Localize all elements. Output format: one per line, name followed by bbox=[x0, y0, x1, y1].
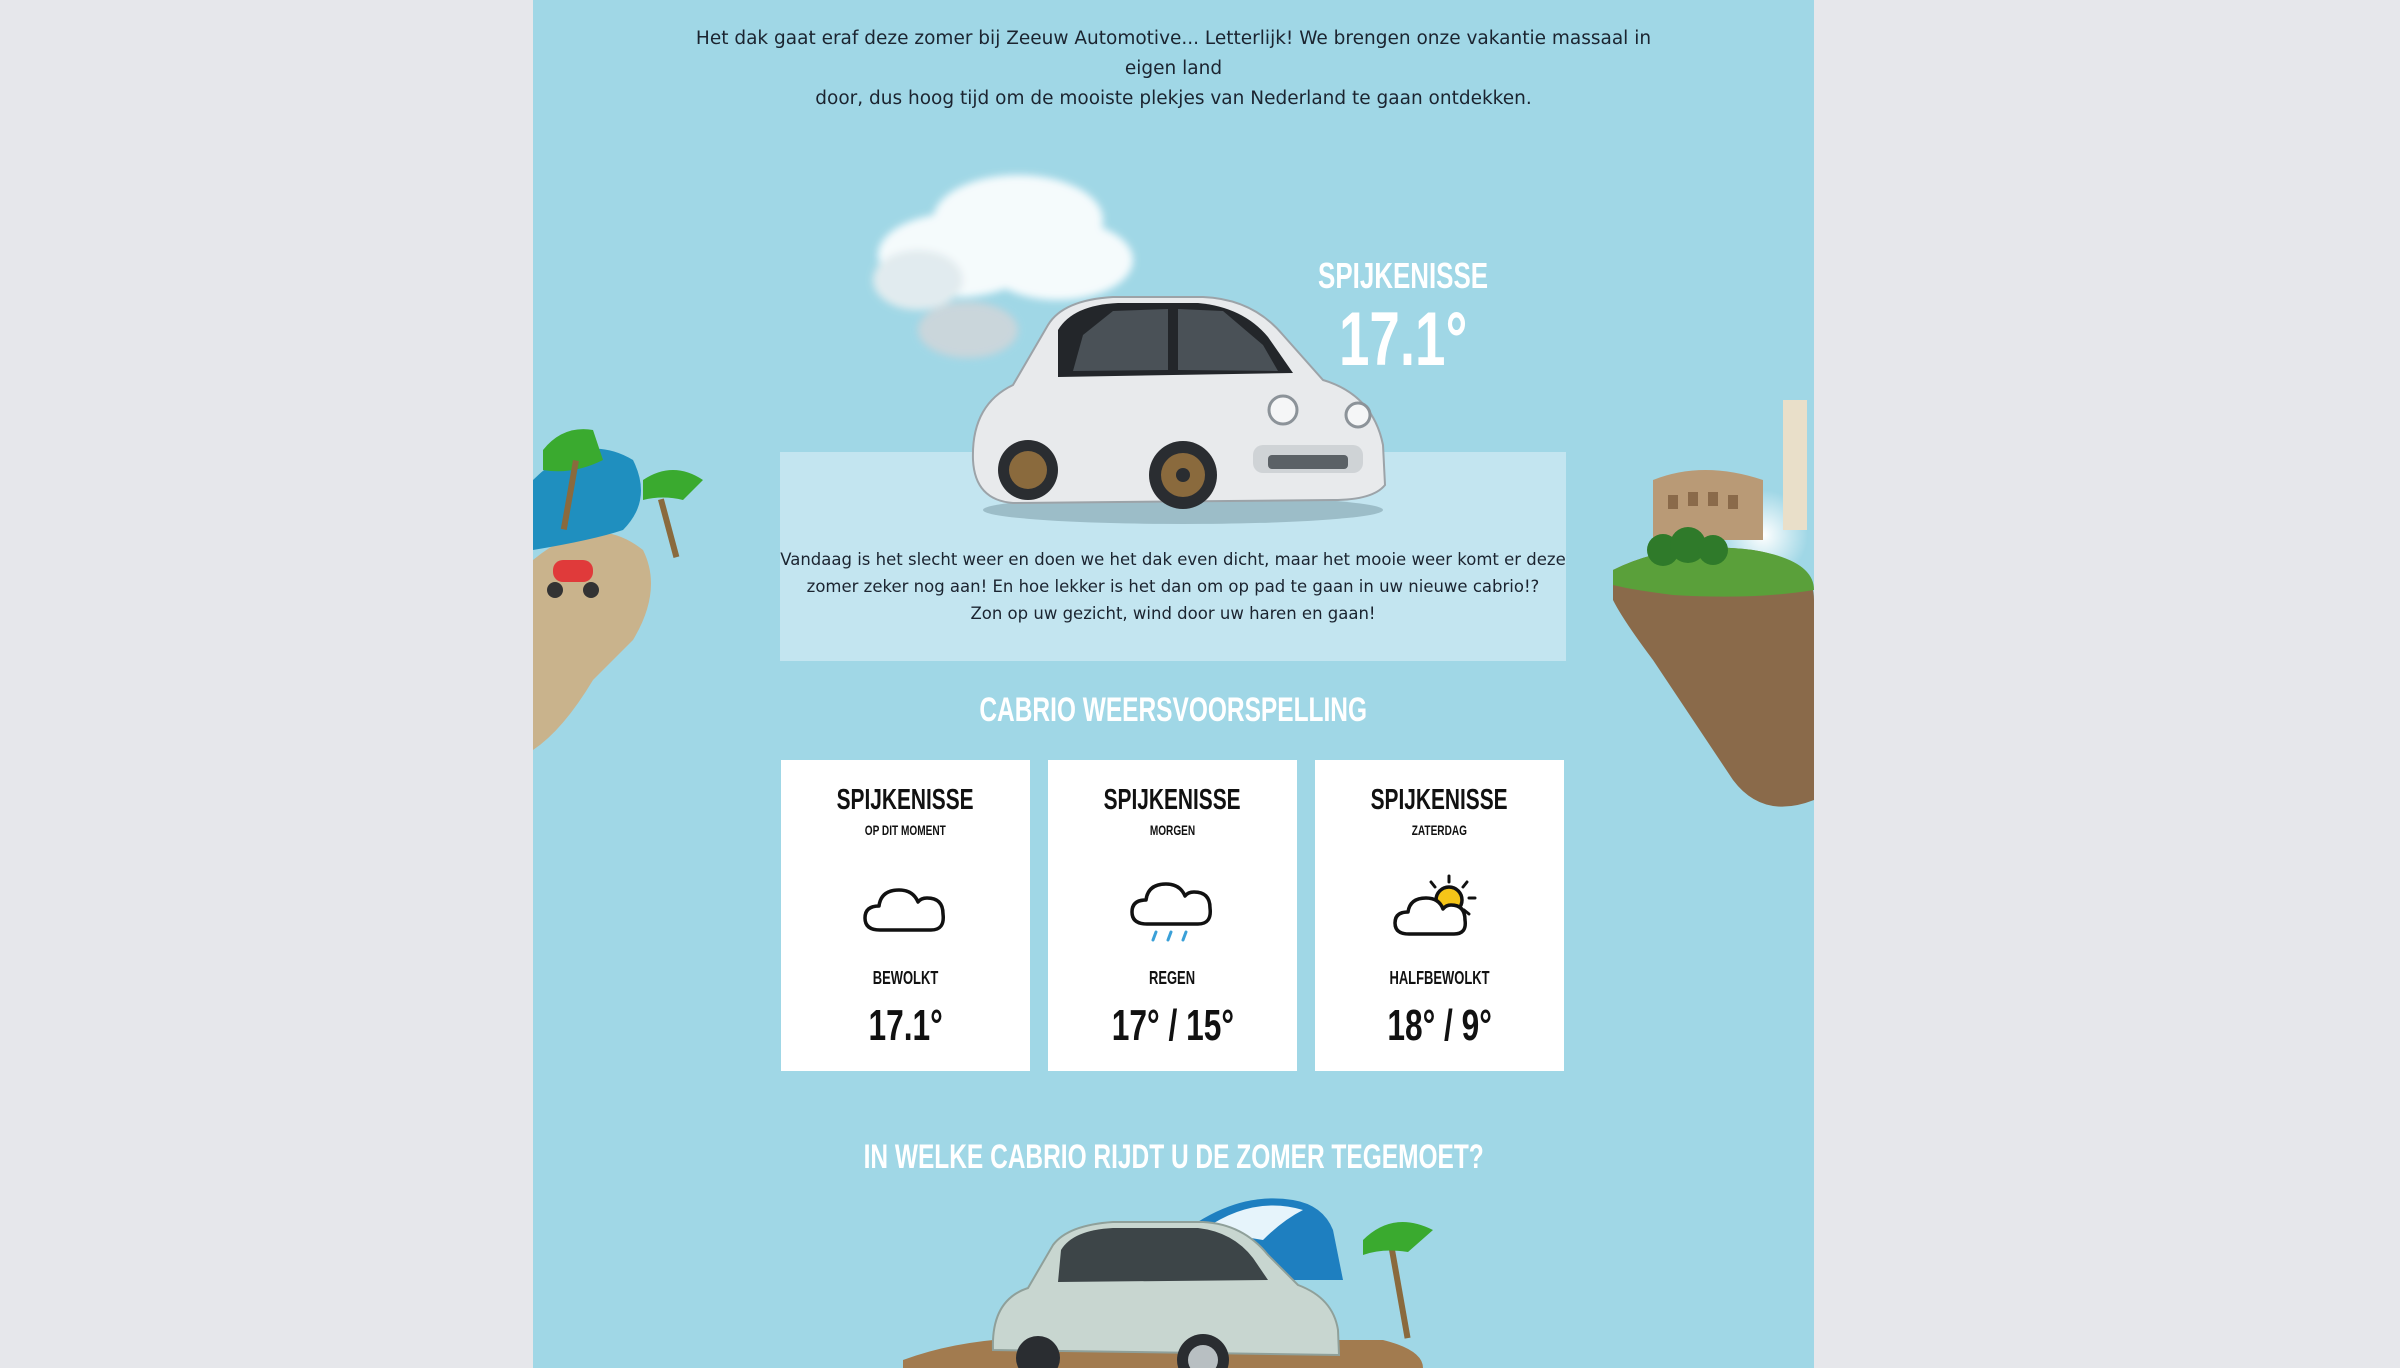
cabrio-question-title: IN WELKE CABRIO RIJDT U DE ZOMER TEGEMOET? bbox=[863, 1138, 1484, 1176]
intro-line-2: door, dus hoog tijd om de mooiste plekjes van Nederland te gaan ontdekken. bbox=[815, 88, 1532, 109]
card-temperature: 18° / 9° bbox=[1387, 1001, 1492, 1050]
card-temperature: 17° / 15° bbox=[1111, 1001, 1234, 1050]
hero-temperature: 17.1° bbox=[1338, 297, 1468, 382]
newsletter-page bbox=[533, 0, 1814, 1368]
forecast-card-now bbox=[781, 760, 1030, 1071]
card-description: REGEN bbox=[1149, 968, 1196, 988]
forecast-title: CABRIO WEERSVOORSPELLING bbox=[979, 691, 1368, 729]
partly-cloudy-icon bbox=[1389, 868, 1489, 948]
card-temperature: 17.1° bbox=[868, 1001, 943, 1050]
forecast-card-saturday bbox=[1315, 760, 1564, 1071]
island-right-image bbox=[1613, 400, 1814, 820]
hero-text-line-3: Zon op uw gezicht, wind door uw haren en gaan! bbox=[970, 604, 1376, 623]
card-when: ZATERDAG bbox=[1411, 822, 1468, 838]
intro-text bbox=[693, 24, 1654, 114]
card-description: HALFBEWOLKT bbox=[1389, 968, 1490, 988]
card-city: SPIJKENISSE bbox=[1104, 784, 1241, 816]
intro-line-1: Het dak gaat eraf deze zomer bij Zeeuw Automotive... Letterlijk! We brengen onze vakantie massaal in eigen land bbox=[695, 28, 1652, 79]
hero-text-line-1: Vandaag is het slecht weer en doen we het dak even dicht, maar het mooie weer komt er deze bbox=[780, 550, 1566, 569]
hero-city-label: SPIJKENISSE bbox=[1318, 255, 1488, 296]
rain-cloud-icon bbox=[1122, 868, 1222, 948]
hero-text-line-2: zomer zeker nog aan! En hoe lekker is het dan om op pad te gaan in uw nieuwe cabrio!? bbox=[806, 577, 1540, 596]
forecast-card-tomorrow bbox=[1048, 760, 1297, 1071]
hero-text bbox=[780, 546, 1566, 627]
card-city: SPIJKENISSE bbox=[1371, 784, 1508, 816]
card-city: SPIJKENISSE bbox=[837, 784, 974, 816]
hero-car-image bbox=[953, 285, 1393, 530]
card-when: MORGEN bbox=[1149, 822, 1196, 838]
card-description: BEWOLKT bbox=[872, 968, 939, 988]
cloud-icon bbox=[855, 868, 955, 948]
bottom-car-image bbox=[903, 1180, 1443, 1368]
card-when: OP DIT MOMENT bbox=[864, 822, 947, 838]
